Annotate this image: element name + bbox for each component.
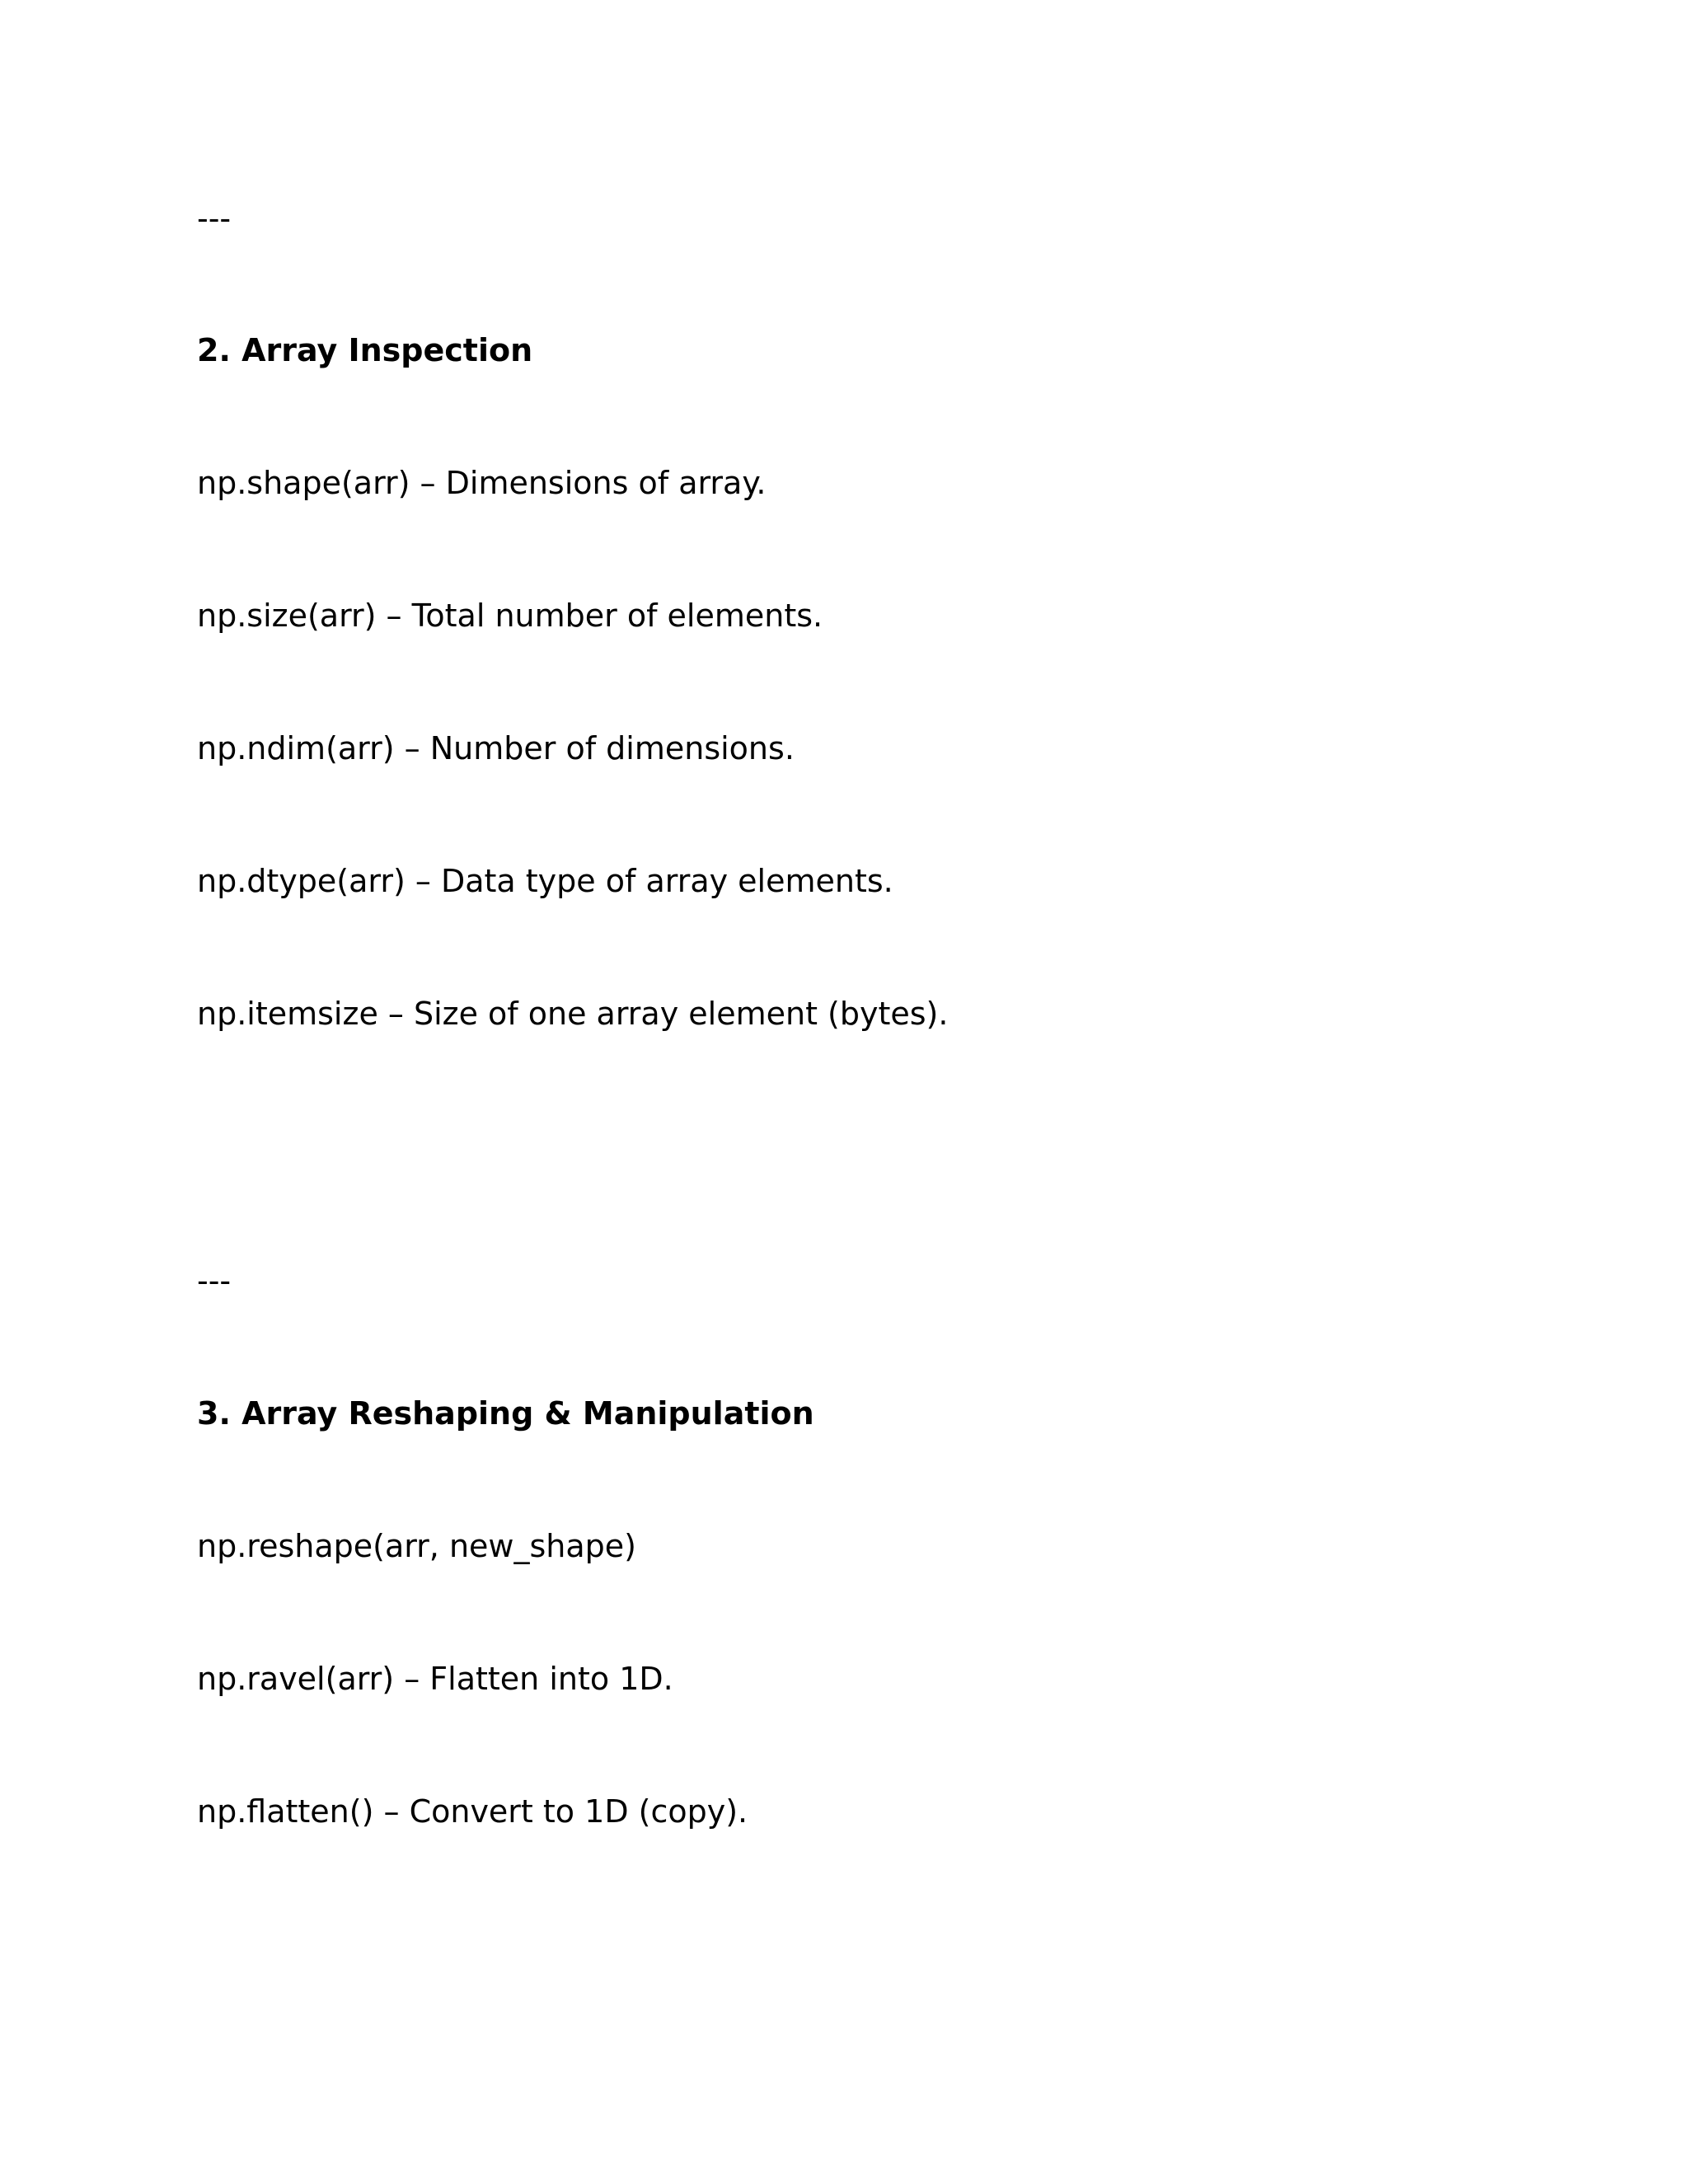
list-item: np.size(arr) – Total number of elements. [197,598,823,634]
list-item: np.ndim(arr) – Number of dimensions. [197,730,795,766]
section-separator: --- [197,200,232,237]
list-item: np.reshape(arr, new_shape) [197,1528,637,1564]
section-heading-array-inspection: 2. Array Inspection [197,332,533,368]
list-item: np.ravel(arr) – Flatten into 1D. [197,1661,673,1697]
list-item: np.flatten() – Convert to 1D (copy). [197,1793,748,1830]
list-item: np.dtype(arr) – Data type of array elements. [197,863,893,899]
section-separator: --- [197,1263,232,1299]
section-heading-array-reshaping: 3. Array Reshaping & Manipulation [197,1395,814,1432]
list-item: np.shape(arr) – Dimensions of array. [197,465,767,501]
list-item: np.itemsize – Size of one array element (bytes). [197,996,949,1032]
